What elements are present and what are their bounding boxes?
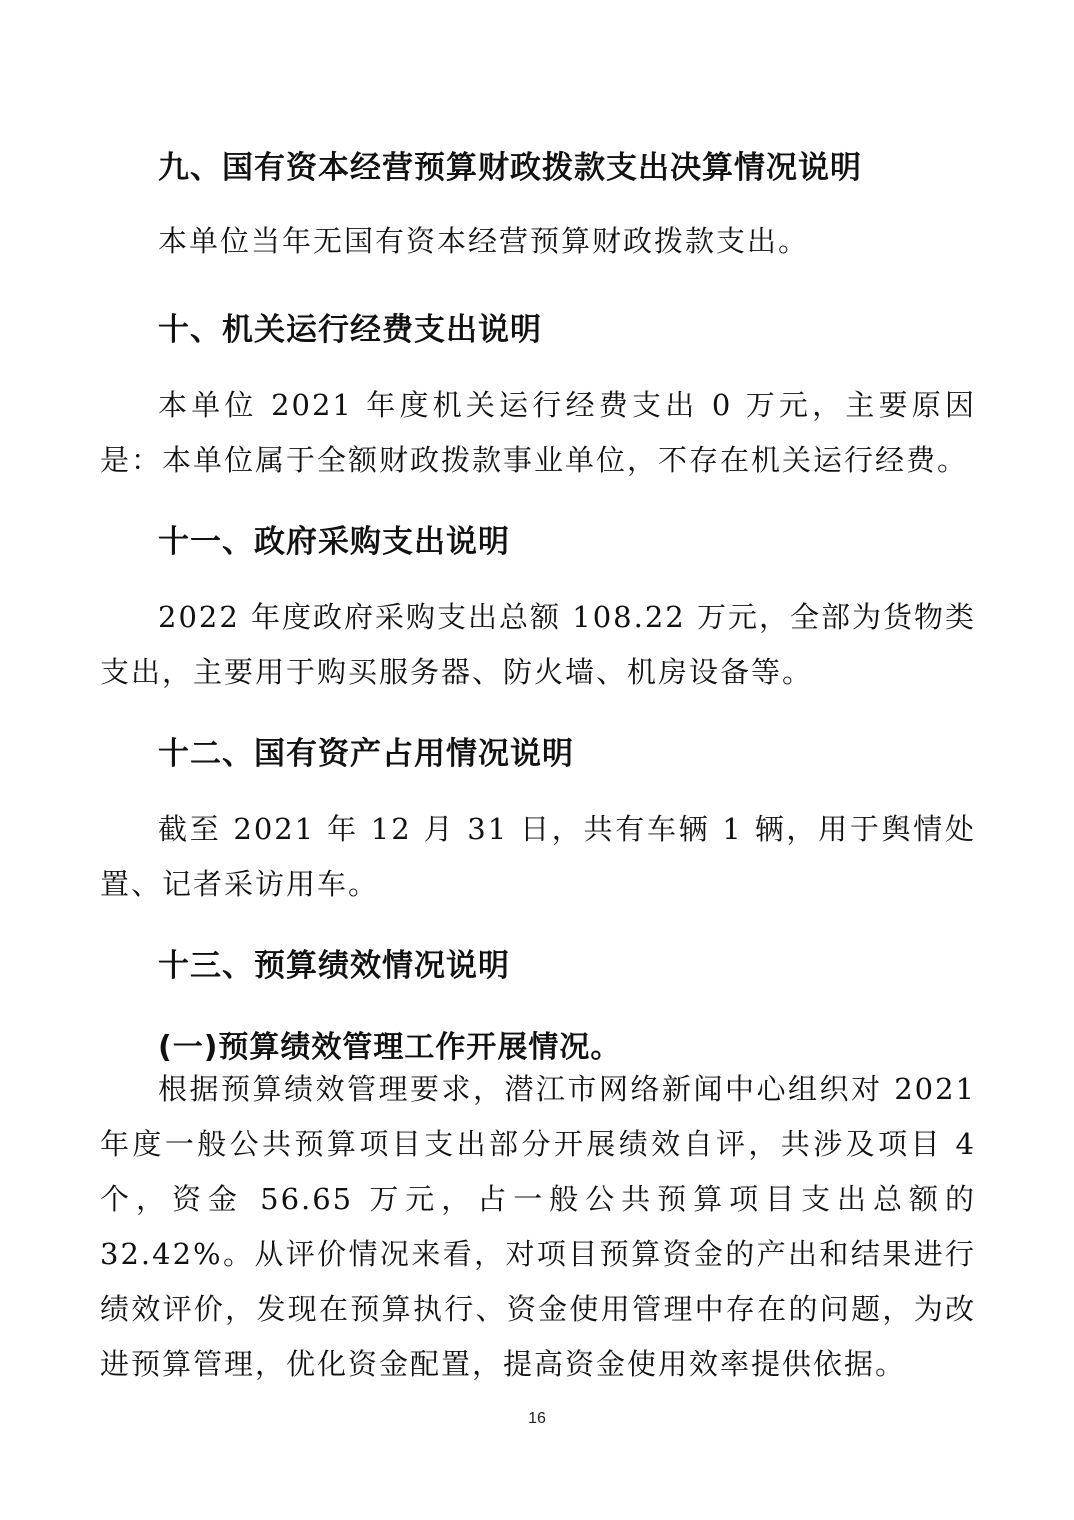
heading-section-12: 十二、国有资产占用情况说明 <box>158 736 574 772</box>
paragraph-section-12: 截至 2021 年 12 月 31 日，共有车辆 1 辆，用于舆情处置、记者采访用车。 <box>100 812 976 901</box>
heading-section-10: 十、机关运行经费支出说明 <box>158 312 542 348</box>
paragraph-section-9: 本单位当年无国有资本经营预算财政拨款支出。 <box>158 224 810 258</box>
heading-section-13: 十三、预算绩效情况说明 <box>158 948 510 984</box>
page-number: 16 <box>528 1410 546 1427</box>
paragraph-section-11: 2022 年度政府采购支出总额 108.22 万元，全部为货物类支出，主要用于购买服务器、防火墙、机房设备等。 <box>100 600 976 689</box>
paragraph-section-10: 本单位 2021 年度机关运行经费支出 0 万元，主要原因是：本单位属于全额财政拨款事业单位，不存在机关运行经费。 <box>100 388 976 477</box>
heading-section-11: 十一、政府采购支出说明 <box>158 524 510 560</box>
heading-section-9: 九、国有资本经营预算财政拨款支出决算情况说明 <box>158 150 862 186</box>
subheading-section-13-1: (一)预算绩效管理工作开展情况。 <box>158 1030 622 1065</box>
paragraph-section-13: 根据预算绩效管理要求，潜江市网络新闻中心组织对 2021 年度一般公共预算项目支出部分开展绩效自评，共涉及项目 4 个，资金 56.65 万元，占一般公共预算项目支出总额的 32.42%。从评价情况来看，对项目预算资金的产出和结果进行绩效评价，发现在预算执行、资金使用管理中存在的问题，为改进预算管理，优化资金配置，提高资金使用效率提供依据。 <box>100 1072 976 1381</box>
